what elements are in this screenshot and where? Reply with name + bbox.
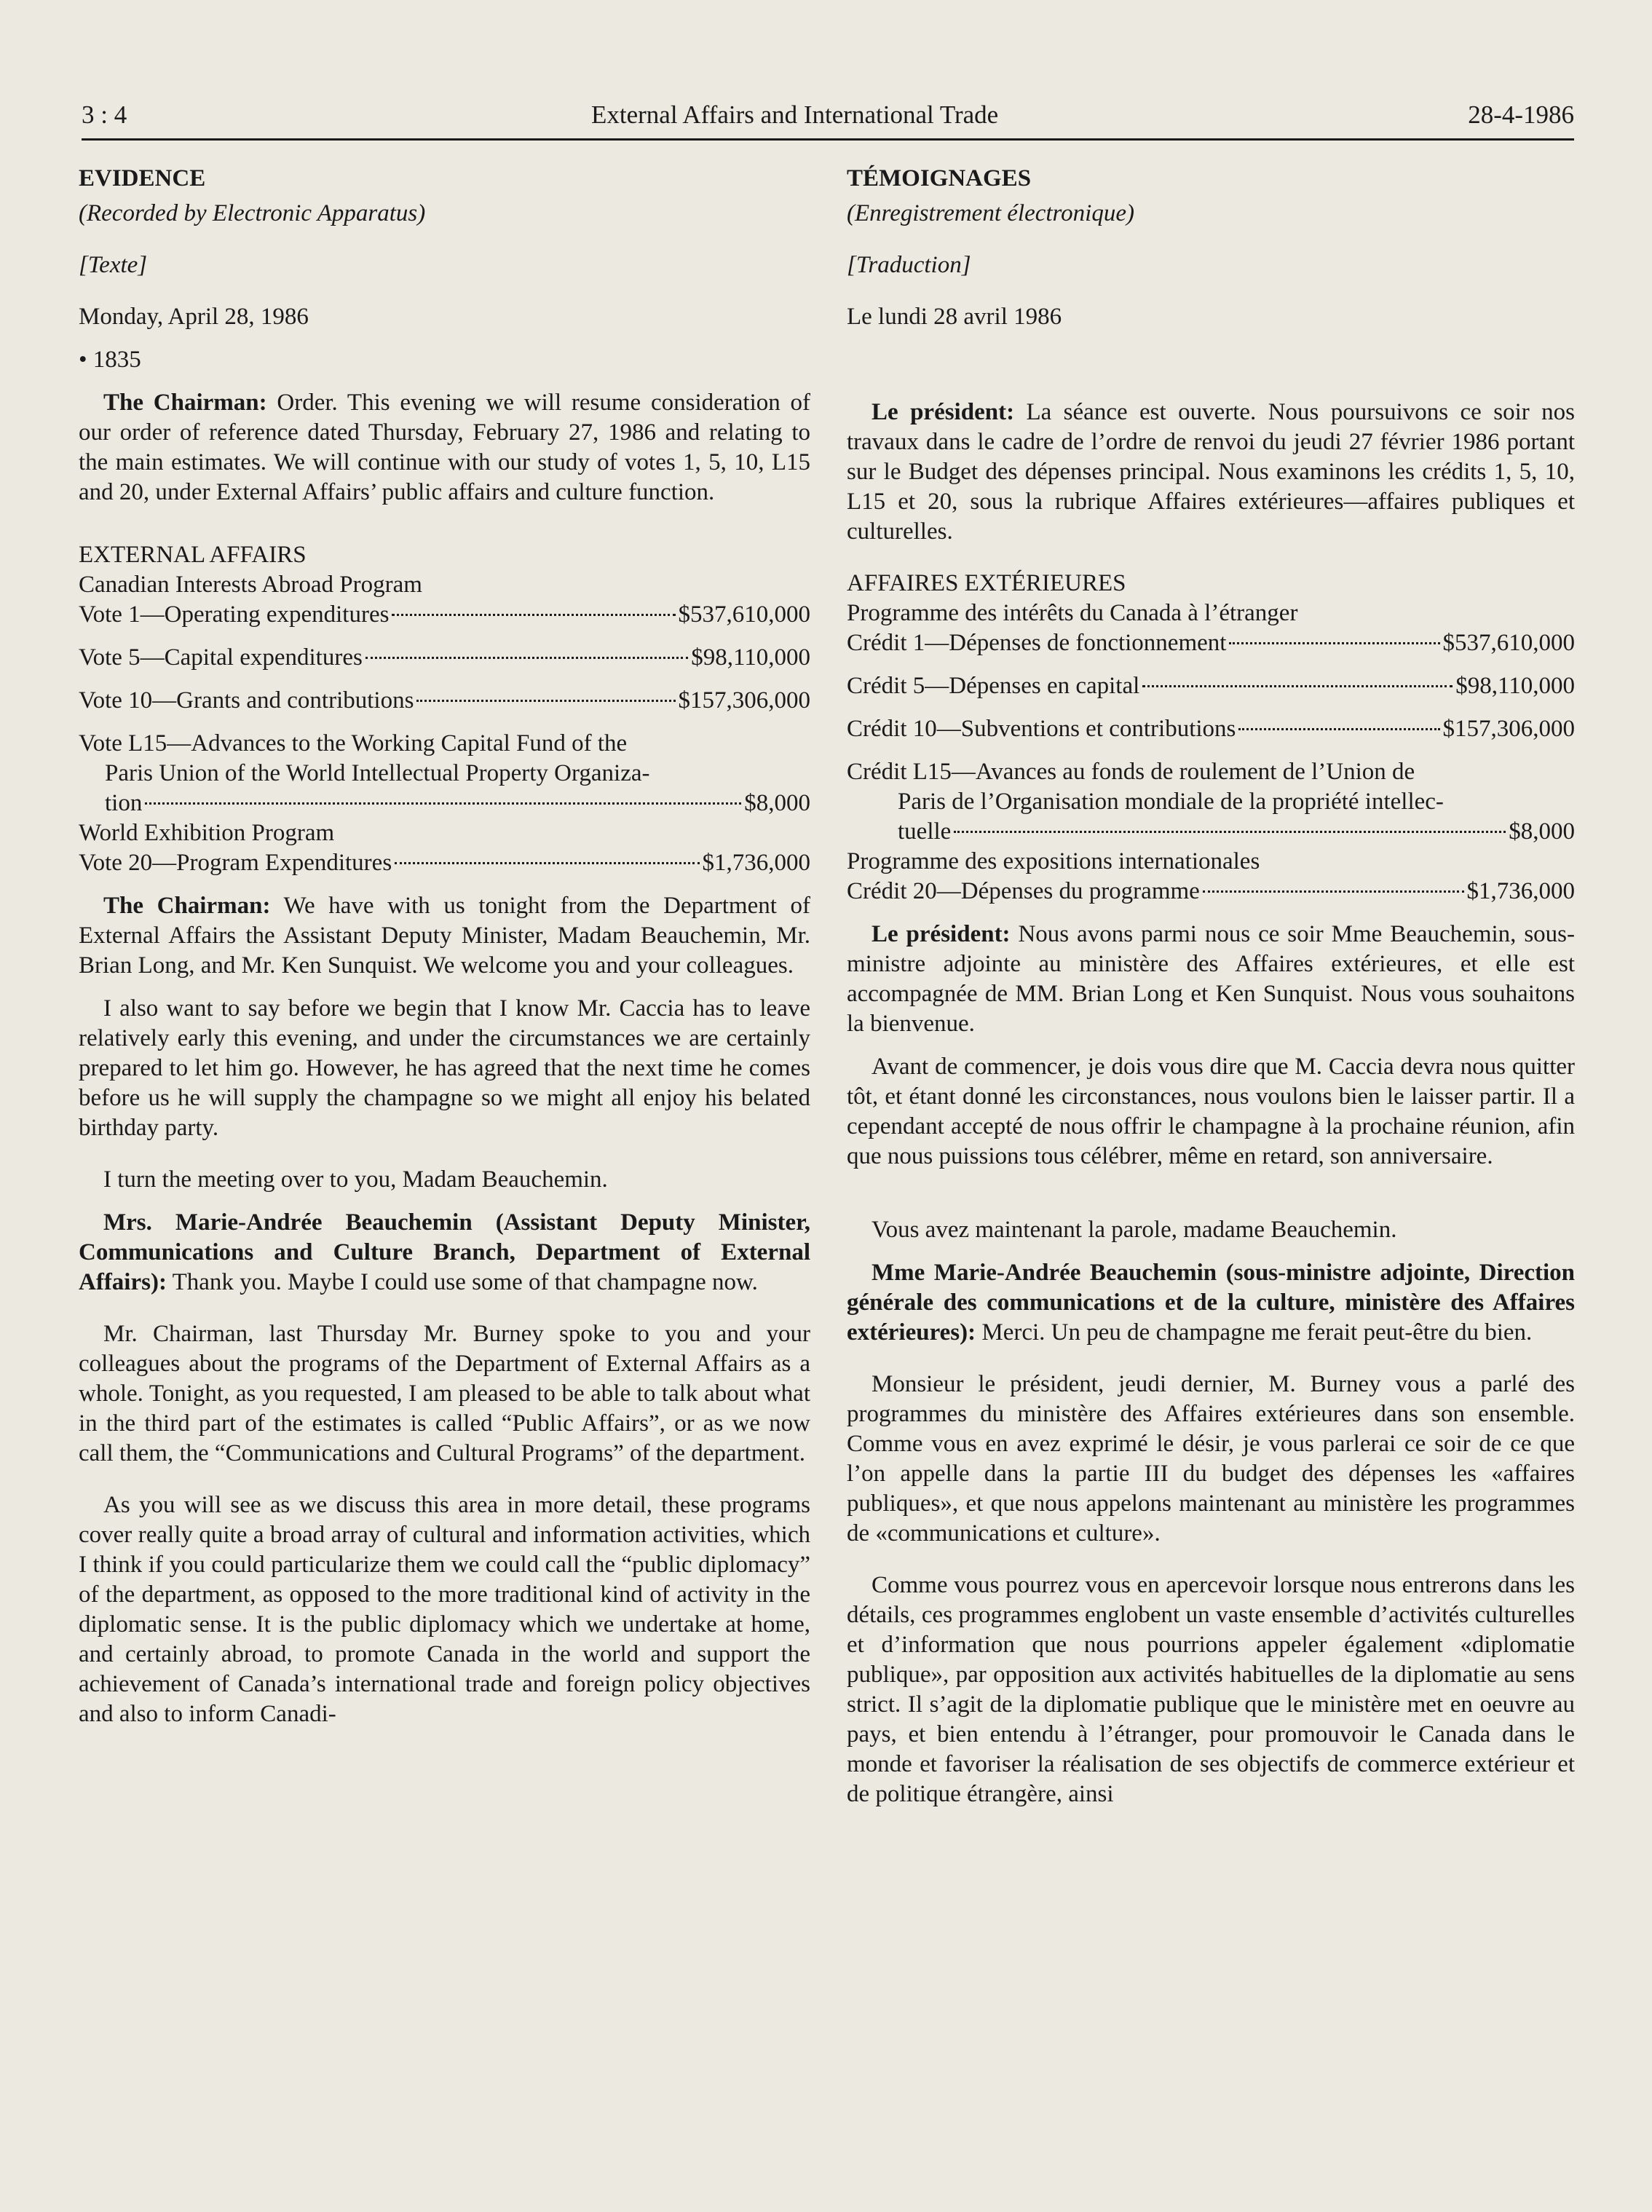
vote-row: Vote 1—Operating expenditures $537,610,000 <box>79 601 810 628</box>
paragraph-text: Merci. Un peu de champagne me ferait peut-être du bien. <box>976 1319 1533 1346</box>
paragraph: Vous avez maintenant la parole, madame Beauchemin. <box>872 1217 1397 1243</box>
text-tag: [Texte] <box>79 252 148 278</box>
paragraph: Mr. Chairman, last Thursday Mr. Burney spoke to you and your colleagues about the programs of the Department of External Affairs as a whole. Tonight, as you requested, I am pleased to be able to talk about what in the third part of the estimates is called “Public Affairs”, or as we now call them, the “Communications and Cultural Programs” of the department. <box>79 1321 810 1466</box>
paragraph <box>79 1208 810 1297</box>
vote-row: Vote 20—Program Expenditures $1,736,000 <box>79 850 810 876</box>
meeting-date: Monday, April 28, 1986 <box>79 304 309 330</box>
paragraph-text: Order. This evening we will resume consideration of our order of reference dated Thursday, February 27, 1986 and relating to the main estimates. We will continue with our study of votes 1, 5, 10, L15 and 20, under External Affairs’ public affairs and culture function. <box>79 390 810 505</box>
french-column <box>847 164 1575 1809</box>
vote-description: Crédit L15—Avances au fonds de roulement de l’Union de <box>847 759 1415 785</box>
time-marker: • 1835 <box>79 347 141 373</box>
paragraph <box>79 388 810 507</box>
speaker-name: The Chairman: <box>103 893 271 919</box>
english-column <box>79 164 810 1729</box>
paragraph: I also want to say before we begin that I know Mr. Caccia has to leave relatively early this evening, and under the circumstances we are certainly prepared to let him go. However, he has agreed that the next time he comes before us he will supply the champagne so we might all enjoy his belated birthday party. <box>79 995 810 1141</box>
paragraph <box>847 1258 1575 1348</box>
vote-row: tuelle $8,000 <box>898 818 1575 845</box>
program-title: Programme des expositions internationales <box>847 848 1260 874</box>
program-title: World Exhibition Program <box>79 820 335 846</box>
section-title: EXTERNAL AFFAIRS <box>79 542 307 568</box>
paragraph-text: Thank you. Maybe I could use some of that champagne now. <box>166 1269 758 1295</box>
paragraph <box>847 398 1575 547</box>
paragraph: Comme vous pourrez vous en apercevoir lorsque nous entrerons dans les détails, ces programmes englobent un vaste ensemble d’activités culturelles et d’information que nous pourrions appeler également «diplomatie publique», par opposition aux activités habituelles de la diplomatie au sens strict. Il s’agit de la diplomatie publique que le ministère met en oeuvre au pays, et bien entendu à l’étranger, pour promouvoir le Canada dans le monde et favoriser la réalisation de ses objectifs de commerce extérieur et de politique étrangère, ainsi <box>847 1572 1575 1807</box>
vote-row: Vote 5—Capital expenditures $98,110,000 <box>79 644 810 671</box>
paragraph: I turn the meeting over to you, Madam Beauchemin. <box>103 1166 608 1193</box>
page-title: External Affairs and International Trade <box>591 100 999 129</box>
paragraph <box>79 891 810 981</box>
vote-row: Crédit 1—Dépenses de fonctionnement $537,610,000 <box>847 630 1575 656</box>
paragraph-text: Nous avons parmi nous ce soir Mme Beauchemin, sous-ministre adjointe au ministère des Affaires extérieures, et elle est accompagnée de MM. Brian Long et Ken Sunquist. Nous vous souhaitons la bienvenue. <box>847 921 1575 1037</box>
page-header <box>82 100 1574 141</box>
speaker-name: Le président: <box>872 921 1011 947</box>
speaker-name: The Chairman: <box>103 390 267 416</box>
vote-row: Crédit 5—Dépenses en capital $98,110,000 <box>847 673 1575 699</box>
evidence-heading: EVIDENCE <box>79 165 206 191</box>
section-title: AFFAIRES EXTÉRIEURES <box>847 570 1126 596</box>
recording-note: (Recorded by Electronic Apparatus) <box>79 200 426 226</box>
vote-description: Paris Union of the World Intellectual Property Organiza- <box>105 760 650 786</box>
vote-row: Crédit 20—Dépenses du programme $1,736,000 <box>847 878 1575 904</box>
program-title: Programme des intérêts du Canada à l’étranger <box>847 600 1298 626</box>
temoignages-heading: TÉMOIGNAGES <box>847 165 1032 191</box>
speaker-name: Le président: <box>872 399 1015 425</box>
paragraph: As you will see as we discuss this area in more detail, these programs cover really quite a broad array of cultural and information activities, which I think if you could particularize them we could call the “public diplomacy” of the department, as opposed to the more traditional kind of activity in the diplomatic sense. It is the public diplomacy which we undertake at home, and certainly abroad, to promote Canada in the world and support the achievement of Canada’s international trade and foreign policy objectives and also to inform Canadi- <box>79 1492 810 1727</box>
vote-row: Vote 10—Grants and contributions $157,306,000 <box>79 687 810 714</box>
text-tag: [Traduction] <box>847 252 971 278</box>
speaker-name: Mrs. Marie-Andrée Beauchemin (Assistant Deputy Minister, Communications and Culture Branch, Department of External Affairs): <box>79 1209 810 1295</box>
paragraph-text: La séance est ouverte. Nous poursuivons ce soir nos travaux dans le cadre de l’ordre de renvoi du jeudi 27 février 1986 portant sur le Budget des dépenses principal. Nous examinons les crédits 1, 5, 10, L15 et 20, sous la rubrique Affaires extérieures—affaires publiques et culturelles. <box>847 399 1575 545</box>
paragraph: Avant de commencer, je dois vous dire que M. Caccia devra nous quitter tôt, et étant donné les circonstances, nous voulons bien le laisser partir. Il a cependant accepté de nous offrir le champagne à la prochaine réunion, afin que nous puissions tous célébrer, même en retard, son anniversaire. <box>847 1054 1575 1169</box>
program-title: Canadian Interests Abroad Program <box>79 572 422 598</box>
paragraph-text: We have with us tonight from the Department of External Affairs the Assistant Deputy Minister, Madam Beauchemin, Mr. Brian Long, and Mr. Ken Sunquist. We welcome you and your colleagues. <box>79 893 810 979</box>
speaker-name: Mme Marie-Andrée Beauchemin (sous-ministre adjointe, Direction générale des communications et de la culture, ministère des Affaires extérieures): <box>847 1260 1575 1346</box>
paragraph: Monsieur le président, jeudi dernier, M. Burney vous a parlé des programmes du ministère des Affaires extérieures dans son ensemble. Comme vous en avez exprimé le désir, je vous parlerai ce soir de ce que l’on appelle dans la partie III du budget des dépenses les «affaires publiques», et que nous appelons maintenant au ministère les programmes de «communications et culture». <box>847 1371 1575 1547</box>
header-date: 28-4-1986 <box>1468 100 1574 129</box>
recording-note: (Enregistrement électronique) <box>847 200 1134 226</box>
paragraph <box>847 920 1575 1039</box>
vote-description: Paris de l’Organisation mondiale de la propriété intellec- <box>898 789 1444 815</box>
vote-description: Vote L15—Advances to the Working Capital Fund of the <box>79 730 628 757</box>
page-reference: 3 : 4 <box>82 100 127 129</box>
meeting-date: Le lundi 28 avril 1986 <box>847 304 1062 330</box>
vote-row: tion $8,000 <box>105 790 810 816</box>
vote-row: Crédit 10—Subventions et contributions $157,306,000 <box>847 716 1575 742</box>
